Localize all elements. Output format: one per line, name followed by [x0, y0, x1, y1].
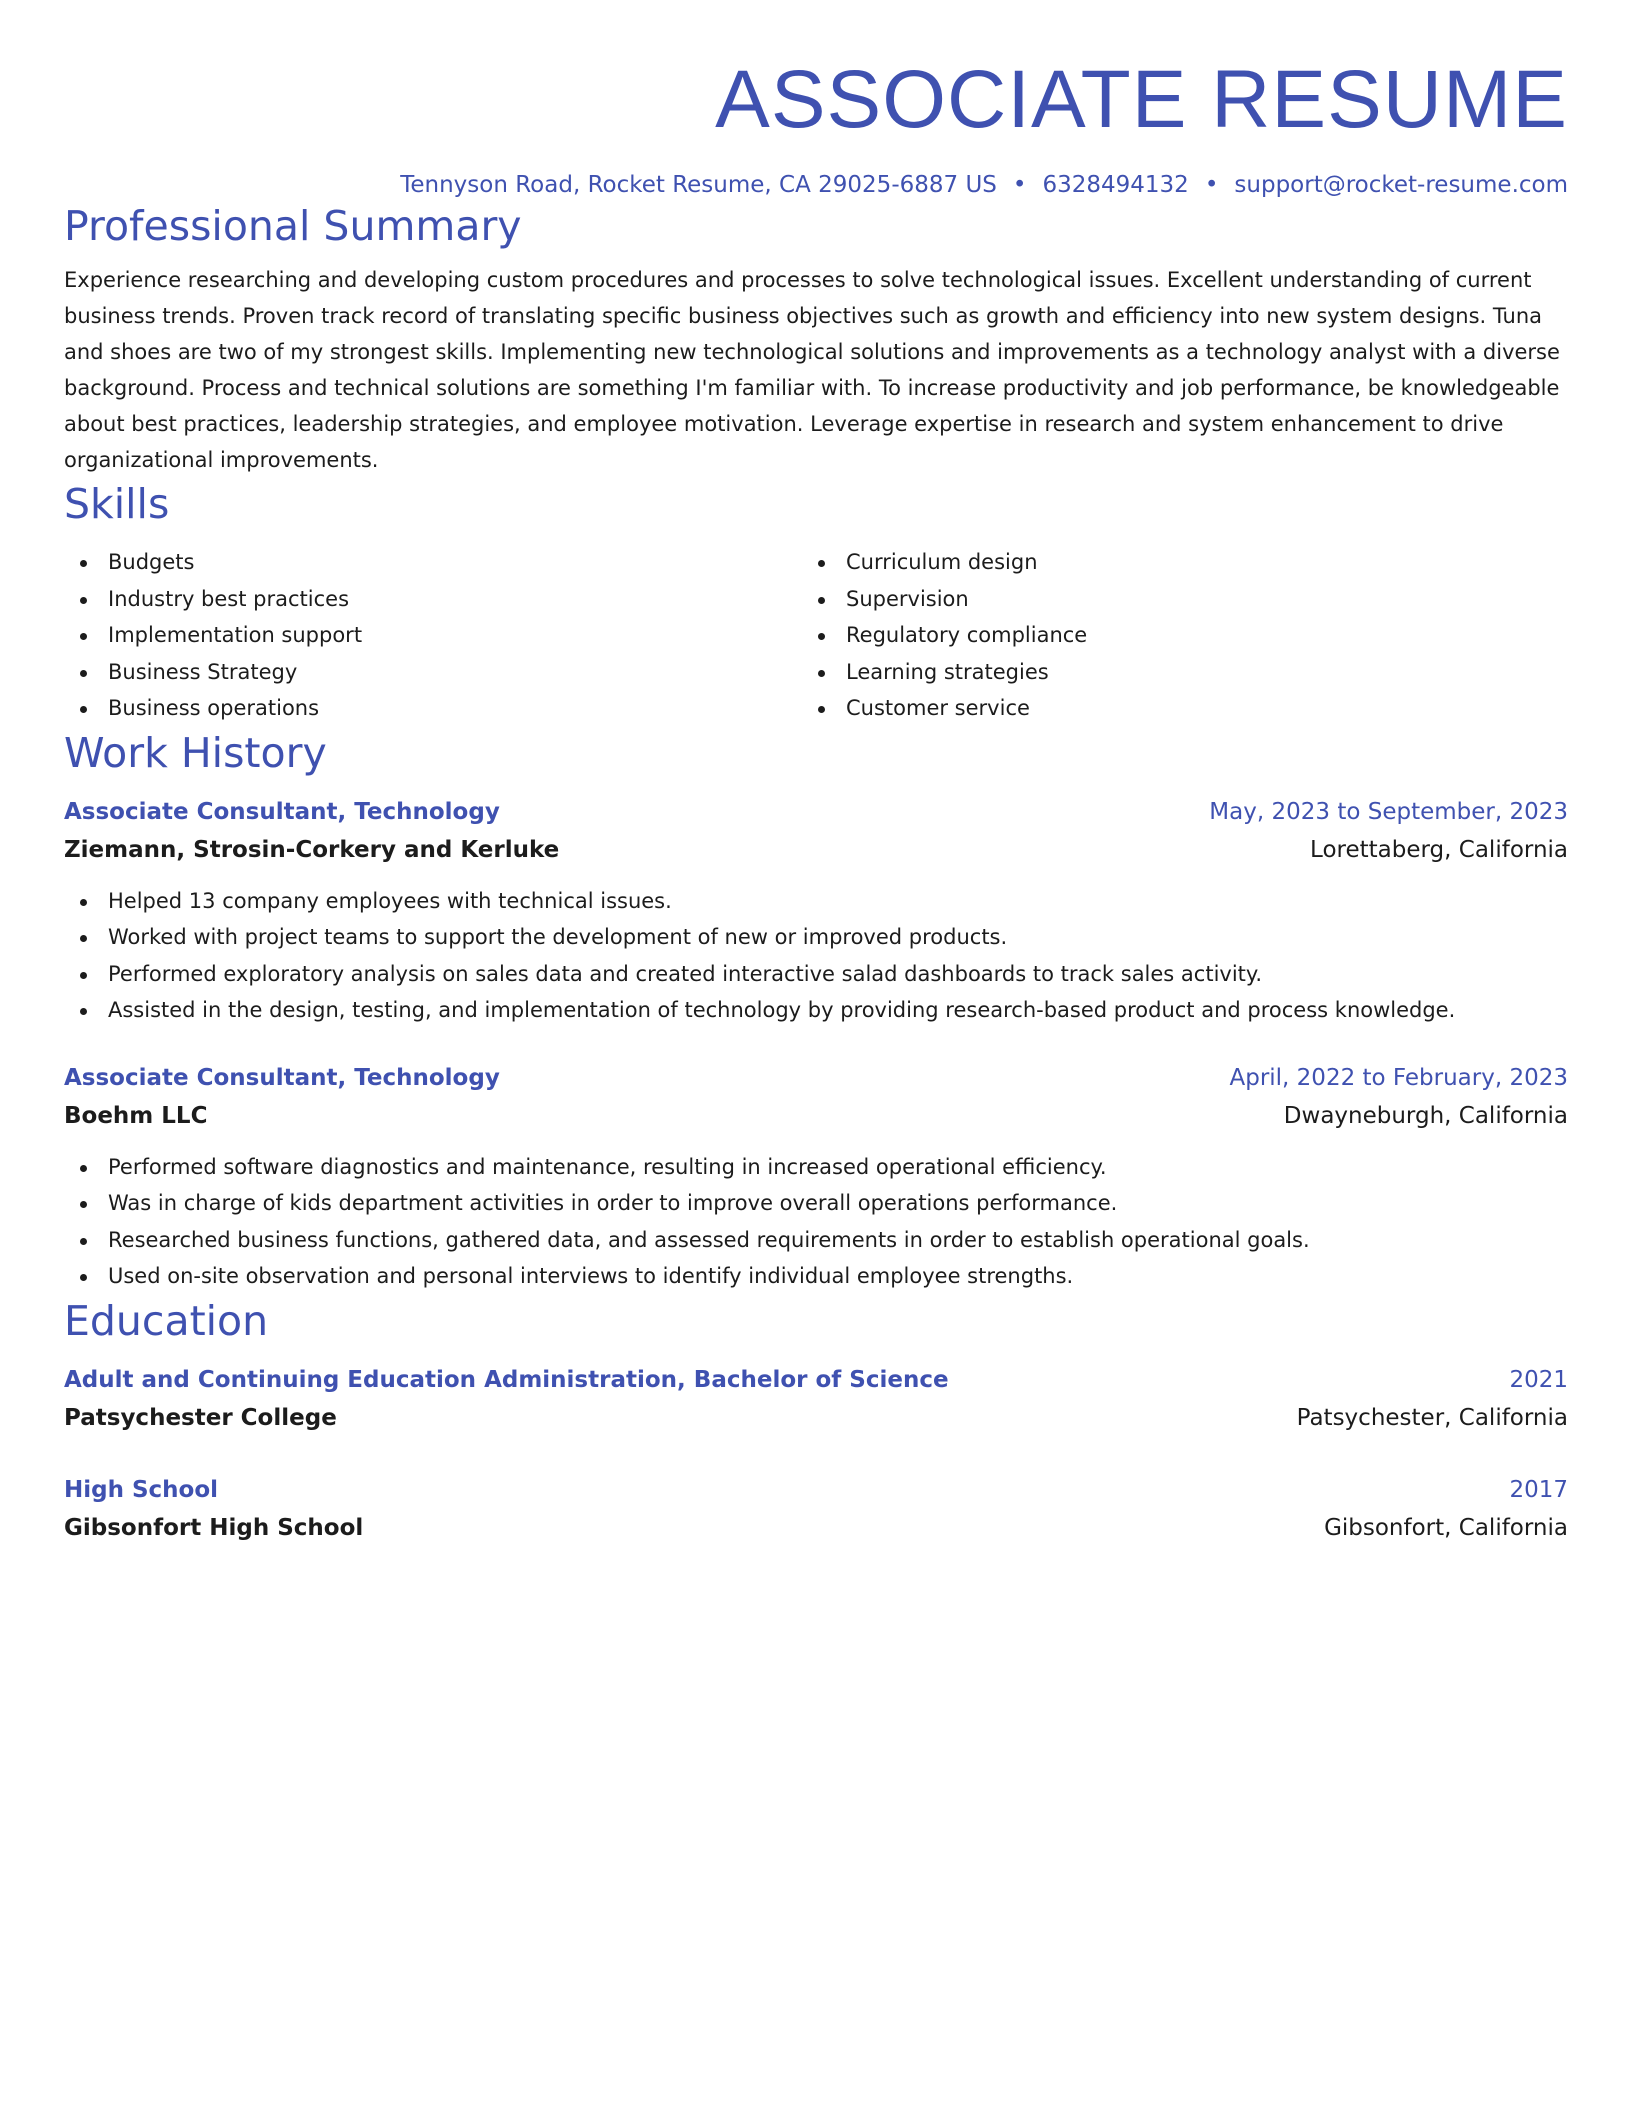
- resume-header: [64, 50, 1568, 200]
- education-degree: Adult and Continuing Education Administration, Bachelor of Science: [64, 1366, 949, 1393]
- education-year: 2017: [1509, 1476, 1568, 1503]
- skill-item: Supervision: [802, 581, 1540, 618]
- skill-item: Regulatory compliance: [802, 617, 1540, 654]
- job-bullet: Helped 13 company employees with technical issues.: [64, 883, 1568, 920]
- skill-item: Customer service: [802, 690, 1540, 727]
- skill-item: Learning strategies: [802, 654, 1540, 691]
- skill-item: Business operations: [64, 690, 802, 727]
- job-role: Associate Consultant, Technology: [64, 798, 500, 825]
- skill-item: Implementation support: [64, 617, 802, 654]
- education-degree: High School: [64, 1476, 219, 1503]
- education-entry: [64, 1471, 1568, 1547]
- education-location: Gibsonfort, California: [1324, 1514, 1568, 1541]
- contact-address: Tennyson Road, Rocket Resume, CA 29025-6887 US: [400, 172, 997, 198]
- skills-column-left: [64, 544, 802, 727]
- job-bullets: [64, 1149, 1568, 1295]
- job-company: Boehm LLC: [64, 1102, 208, 1129]
- education-entry: [64, 1361, 1568, 1437]
- job-company-row: [64, 1097, 1568, 1135]
- contact-separator: •: [1012, 172, 1027, 198]
- work-history-heading: Work History: [64, 728, 327, 777]
- job-bullet: Used on-site observation and personal interviews to identify individual employee strengths.: [64, 1258, 1568, 1295]
- skill-item: Business Strategy: [64, 654, 802, 691]
- job-bullet: Assisted in the design, testing, and implementation of technology by providing research-based product and process knowledge.: [64, 992, 1568, 1029]
- education-year: 2021: [1509, 1366, 1568, 1393]
- skills-grid: [64, 544, 1568, 727]
- resume-title: ASSOCIATE RESUME: [715, 54, 1568, 145]
- contact-email: support@rocket-resume.com: [1234, 172, 1568, 198]
- job-bullet: Was in charge of kids department activities in order to improve overall operations performance.: [64, 1185, 1568, 1222]
- job-location: Lorettaberg, California: [1310, 836, 1568, 863]
- education-location: Patsychester, California: [1296, 1404, 1568, 1431]
- job-dates: May, 2023 to September, 2023: [1209, 798, 1568, 825]
- summary-text: Experience researching and developing custom procedures and processes to solve technological issues. Excellent understanding of current business trends. Proven track record of translating specific business objectives such as growth and efficiency into new system designs. Tuna and shoes are two of my strongest skills. Implementing new technological solutions and improvements as a technology analyst with a diverse background. Process and technical solutions are something I'm familiar with. To increase productivity and job performance, be knowledgeable about best practices, leadership strategies, and employee motivation. Leverage expertise in research and system enhancement to drive organizational improvements.: [64, 268, 1560, 472]
- contact-phone: 6328494132: [1042, 172, 1189, 198]
- job-location: Dwayneburgh, California: [1283, 1102, 1568, 1129]
- contact-line: [64, 170, 1568, 200]
- job-title-row: [64, 793, 1568, 831]
- job-entry: [64, 1059, 1568, 1295]
- job-title-row: [64, 1059, 1568, 1097]
- summary-heading: Professional Summary: [64, 202, 522, 250]
- contact-separator: •: [1204, 172, 1219, 198]
- education-school: Patsychester College: [64, 1404, 337, 1431]
- job-role: Associate Consultant, Technology: [64, 1064, 500, 1091]
- skill-item: Budgets: [64, 544, 802, 581]
- skill-item: Curriculum design: [802, 544, 1540, 581]
- education-school-row: [64, 1399, 1568, 1437]
- skill-item: Industry best practices: [64, 581, 802, 618]
- job-company-row: [64, 831, 1568, 869]
- skills-column-right: [802, 544, 1540, 727]
- job-bullets: [64, 883, 1568, 1029]
- education-school-row: [64, 1509, 1568, 1547]
- education-school: Gibsonfort High School: [64, 1514, 364, 1541]
- job-bullet: Performed software diagnostics and maintenance, resulting in increased operational efficiency.: [64, 1149, 1568, 1186]
- job-bullet: Researched business functions, gathered data, and assessed requirements in order to establish operational goals.: [64, 1222, 1568, 1259]
- education-heading: Education: [64, 1296, 269, 1345]
- job-dates: April, 2022 to February, 2023: [1229, 1064, 1568, 1091]
- education-degree-row: [64, 1361, 1568, 1399]
- skills-heading: Skills: [64, 480, 170, 528]
- education-degree-row: [64, 1471, 1568, 1509]
- job-entry: [64, 793, 1568, 1029]
- job-company: Ziemann, Strosin-Corkery and Kerluke: [64, 836, 560, 863]
- job-bullet: Performed exploratory analysis on sales data and created interactive salad dashboards to track sales activity.: [64, 956, 1568, 993]
- job-bullet: Worked with project teams to support the development of new or improved products.: [64, 919, 1568, 956]
